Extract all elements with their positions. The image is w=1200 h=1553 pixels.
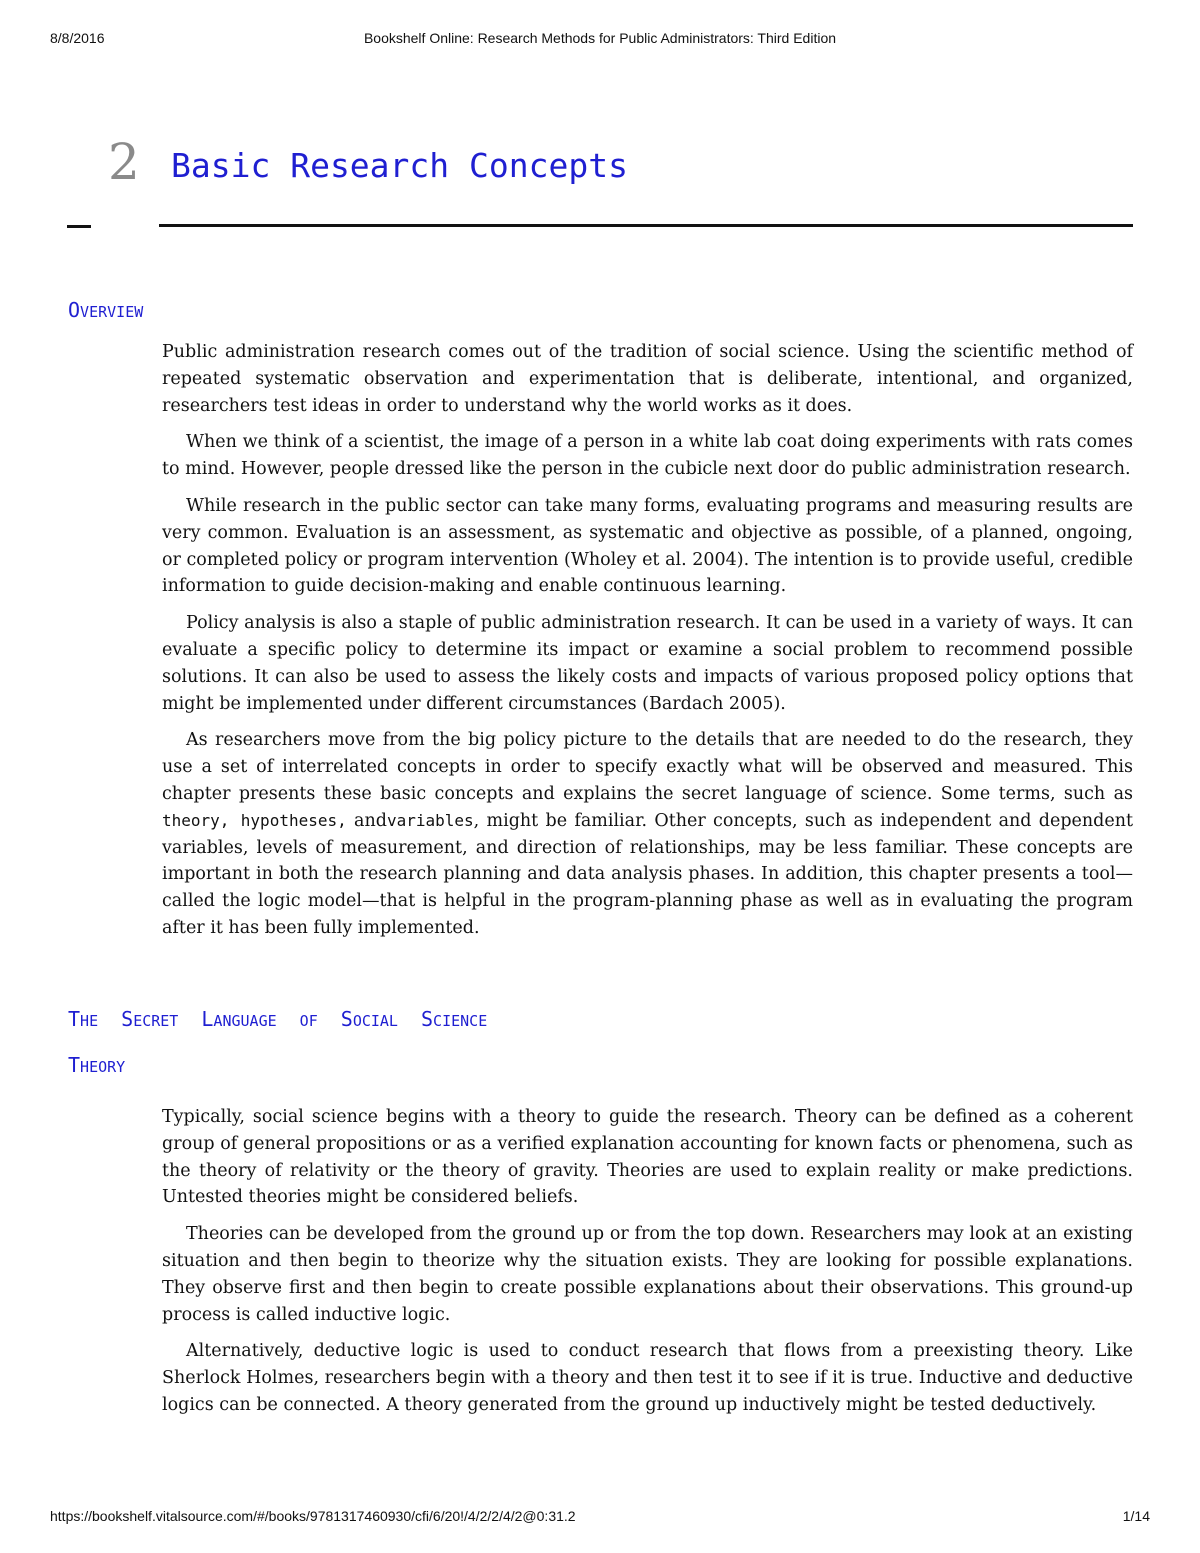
paragraph-5-part-b: , might be familiar. Other concepts, such as independent and dependent variables, levels of measurement, and direction of relationships, may be less familiar. These concepts are important in both the research planning and data analysis phases. In addition, this chapter presents a tool—called the logic model—that is helpful in the program-planning phase as well as in evaluating the program after it has been fully implemented. — [162, 810, 1134, 938]
section-heading-overview — [68, 298, 143, 322]
heading-initial: O — [68, 298, 81, 322]
paragraph-5-and: and — [346, 810, 387, 831]
heading-rest: HE — [80, 1012, 99, 1030]
theory-body — [162, 1104, 1133, 1429]
overview-paragraph-5 — [162, 727, 1133, 941]
chapter-rule-long — [159, 224, 1133, 227]
chapter-title: Basic Research Concepts — [171, 146, 628, 185]
heading-rest: OCIAL — [352, 1012, 398, 1030]
heading-rest: HEORY — [80, 1058, 126, 1076]
paragraph-5-part-a: As researchers move from the big policy picture to the details that are needed to do the research, they use a set of interrelated concepts in order to specify exactly what will be observed and measured. This chapter presents these basic concepts and explains the secret language of science. Some terms, such as — [162, 730, 1133, 804]
overview-paragraph-3: While research in the public sector can take many forms, evaluating programs and measuring results are very common. Evaluation is an assessment, as systematic and objective as possible, of a planned, ongoing, or completed policy or program intervention (Wholey et al. 2004). The intention is to provide useful, credible information to guide decision-making and enable continuous learning. — [162, 495, 1133, 597]
heading-rest: CIENCE — [433, 1012, 488, 1030]
page-number: 1/14 — [1122, 1508, 1150, 1524]
term-hypotheses: hypotheses, — [229, 810, 347, 830]
heading-rest: ANGUAGE — [213, 1012, 277, 1030]
term-variables: variables — [386, 810, 474, 830]
overview-paragraph-4: Policy analysis is also a staple of public administration research. It can be used in a variety of ways. It can evaluate a specific policy to determine its impact or examine a social problem to recommend possible solutions. It can also be used to assess the likely costs and impacts of various proposed policy options that might be implemented under different circumstances (Bardach 2005). — [162, 613, 1133, 714]
heading-initial: S — [121, 1007, 134, 1031]
heading-initial: S — [340, 1007, 353, 1031]
heading-initial: S — [421, 1007, 434, 1031]
heading-word: OF — [299, 1012, 318, 1030]
heading-rest: VERVIEW — [80, 303, 144, 321]
overview-paragraph-2: When we think of a scientist, the image of a person in a white lab coat doing experiments with rats comes to mind. However, people dressed like the person in the cubicle next door do public administration research. — [162, 432, 1133, 480]
theory-paragraph-2: Theories can be developed from the ground up or from the top down. Researchers may look at an existing situation and then begin to theorize why the situation exists. They are looking for possible explanations. They observe first and then begin to create possible explanations about their observations. This ground-up process is called inductive logic. — [162, 1224, 1133, 1325]
print-footer — [50, 1508, 1150, 1528]
term-theory: theory, — [162, 810, 230, 830]
overview-paragraph-1: Public administration research comes out of the tradition of social science. Using the scientific method of repeated systematic observation and experimentation that is deliberate, intentional, and organized, researchers test ideas in order to understand why the world works as it does. — [162, 342, 1133, 416]
chapter-heading — [108, 132, 1138, 202]
overview-body — [162, 339, 1133, 952]
theory-paragraph-1: Typically, social science begins with a theory to guide the research. Theory can be defined as a coherent group of general propositions or as a verified explanation accounting for known facts or phenomena, such as the theory of relativity or the theory of gravity. Theories are used to explain reality or make predictions. Untested theories might be considered beliefs. — [162, 1107, 1133, 1208]
heading-rest: ECRET — [133, 1012, 179, 1030]
heading-initial: T — [68, 1053, 81, 1077]
print-date: 8/8/2016 — [50, 30, 105, 46]
section-heading-theory — [68, 1053, 125, 1077]
heading-initial: L — [201, 1007, 214, 1031]
section-heading-secret-language — [68, 1007, 487, 1031]
print-url: https://bookshelf.vitalsource.com/#/books/9781317460930/cfi/6/20!/4/2/2/4/2@0:31.2 — [50, 1508, 576, 1524]
chapter-number: 2 — [108, 133, 140, 191]
print-title: Bookshelf Online: Research Methods for Public Administrators: Third Edition — [363, 30, 837, 46]
print-header — [50, 30, 1150, 50]
theory-paragraph-3: Alternatively, deductive logic is used to conduct research that flows from a preexisting theory. Like Sherlock Holmes, researchers begin with a theory and then test it to see if it is true. Inductive and deductive logics can be connected. A theory generated from the ground up inductively might be tested deductively. — [162, 1341, 1133, 1415]
chapter-rule-short — [67, 225, 91, 228]
heading-initial: T — [68, 1007, 81, 1031]
